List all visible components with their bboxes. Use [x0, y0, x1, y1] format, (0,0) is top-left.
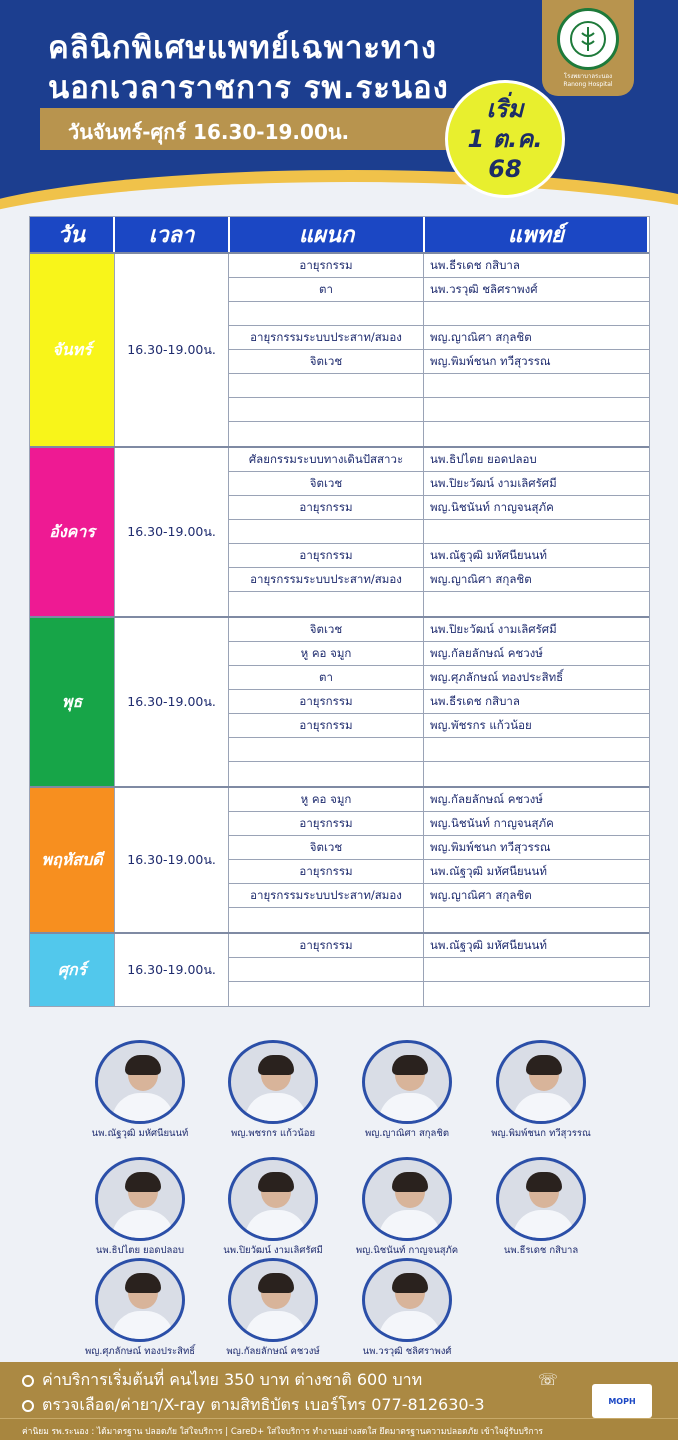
day-label: อังคาร	[30, 448, 114, 616]
start-date: 1 ต.ค.	[467, 125, 543, 153]
logo-name: โรงพยาบาลระนอง Ranong Hospital	[563, 73, 613, 88]
table-row	[229, 884, 649, 908]
table-row	[229, 520, 649, 544]
title-line-2: นอกเวลาราชการ รพ.ระนอง	[48, 70, 449, 106]
department-cell	[229, 908, 424, 932]
footer	[0, 1362, 678, 1440]
day-group	[30, 446, 649, 616]
doctor-photo-card	[203, 1040, 343, 1141]
doctor-portrait	[95, 1040, 185, 1124]
table-row	[229, 448, 649, 472]
table-row	[229, 666, 649, 690]
department-cell: อายุรกรรมระบบประสาท/สมอง	[229, 326, 424, 349]
department-cell	[229, 982, 424, 1006]
department-cell	[229, 374, 424, 397]
doctor-cell: พญ.พัชรกร แก้วน้อย	[430, 717, 532, 732]
doctor-caption: พญ.พิมพ์ชนก ทวีสุวรรณ	[491, 1128, 591, 1139]
doctor-cell	[424, 302, 649, 325]
table-row	[229, 714, 649, 738]
table-row	[229, 958, 649, 982]
doctor-cell	[424, 374, 649, 397]
doctor-cell: พญ.ญาณิศา สกุลชิต	[430, 887, 532, 902]
day-group	[30, 786, 649, 932]
table-row	[229, 618, 649, 642]
doctor-cell	[424, 520, 649, 543]
doctor-caption: นพ.วรวุฒิ ชลิศราพงศ์	[362, 1346, 452, 1357]
department-cell: จิตเวช	[229, 472, 424, 495]
department-cell: อายุรกรรม	[229, 714, 424, 737]
day-group	[30, 616, 649, 786]
day-group	[30, 932, 649, 1006]
table-row	[229, 254, 649, 278]
time-cell: 16.30-19.00น.	[114, 788, 229, 932]
doctor-portrait	[228, 1040, 318, 1124]
table-row	[229, 302, 649, 326]
department-cell	[229, 738, 424, 761]
department-cell: ตา	[229, 278, 424, 301]
doctor-photos	[0, 1040, 678, 1360]
phone-icon: ☏	[538, 1370, 559, 1389]
day-label: ศุกร์	[30, 934, 114, 1006]
doctor-cell	[424, 908, 649, 932]
doctor-photo-card	[203, 1258, 343, 1359]
header-department: แผนก	[230, 217, 424, 252]
department-cell	[229, 422, 424, 446]
doctor-photo-card	[70, 1157, 210, 1258]
doctor-photo-card	[70, 1040, 210, 1141]
department-cell: อายุรกรรมระบบประสาท/สมอง	[229, 568, 424, 591]
services-line: ตรวจเลือด/ค่ายา/X-ray ตามสิทธิบัตร เบอร์โทร 077-812630-3	[22, 1393, 485, 1418]
doctor-photo-card	[471, 1040, 611, 1141]
table-row	[229, 592, 649, 616]
table-row	[229, 326, 649, 350]
department-cell: อายุรกรรม	[229, 544, 424, 567]
doctor-cell	[424, 762, 649, 786]
table-row	[229, 934, 649, 958]
bullet-icon	[22, 1375, 34, 1387]
doctor-cell: นพ.ณัฐวุฒิ มหัศนียนนท์	[430, 547, 547, 562]
department-cell: ศัลยกรรมระบบทางเดินปัสสาวะ	[229, 448, 424, 471]
department-cell: หู คอ จมูก	[229, 788, 424, 811]
table-row	[229, 350, 649, 374]
department-cell	[229, 398, 424, 421]
doctor-cell: นพ.ณัฐวุฒิ มหัศนียนนท์	[430, 863, 547, 878]
start-date-badge	[445, 80, 565, 198]
header	[0, 0, 678, 215]
department-cell: อายุรกรรมระบบประสาท/สมอง	[229, 884, 424, 907]
fee-line: ค่าบริการเริ่มต้นที่ คนไทย 350 บาท ต่างชาติ 600 บาท	[22, 1368, 422, 1393]
title-line-1: คลินิกพิเศษแพทย์เฉพาะทาง	[48, 30, 438, 66]
department-cell: อายุรกรรม	[229, 690, 424, 713]
doctor-caption: นพ.ณัฐวุฒิ มหัศนียนนท์	[91, 1128, 189, 1139]
table-header	[30, 217, 649, 252]
day-label: พฤหัสบดี	[30, 788, 114, 932]
moph-logo: MOPH	[592, 1384, 652, 1418]
table-row	[229, 422, 649, 446]
doctor-caption: นพ.ธิปไตย ยอดปลอบ	[95, 1245, 185, 1256]
table-row	[229, 472, 649, 496]
doctor-cell	[424, 958, 649, 981]
doctor-photo-card	[337, 1157, 477, 1258]
doctor-cell: พญ.พิมพ์ชนก ทวีสุวรรณ	[430, 353, 551, 368]
header-doctor: แพทย์	[425, 217, 649, 252]
schedule-table	[29, 216, 650, 1007]
time-cell: 16.30-19.00น.	[114, 934, 229, 1006]
department-cell: อายุรกรรม	[229, 812, 424, 835]
doctor-photo-card	[70, 1258, 210, 1359]
values-strip: ค่านิยม รพ.ระนอง : ได้มาตรฐาน ปลอดภัย ใส่ใจบริการ | CareD+ ใส่ใจบริการ ทำงานอย่างสดใส ยึดมาตรฐานความปลอดภัย เข้าใจผู้รับบริการ	[0, 1418, 678, 1440]
table-row	[229, 398, 649, 422]
doctor-portrait	[95, 1258, 185, 1342]
table-row	[229, 738, 649, 762]
doctor-portrait	[496, 1157, 586, 1241]
doctor-cell	[424, 592, 649, 616]
day-label: พุธ	[30, 618, 114, 786]
doctor-cell: นพ.ธิปไตย ยอดปลอบ	[430, 451, 537, 466]
doctor-cell	[424, 422, 649, 446]
doctor-cell: พญ.พิมพ์ชนก ทวีสุวรรณ	[430, 839, 551, 854]
department-cell: อายุรกรรม	[229, 860, 424, 883]
ministry-seal-icon	[557, 8, 619, 70]
doctor-cell: พญ.นิชนันท์ กาญจนสุภัค	[430, 815, 554, 830]
table-row	[229, 908, 649, 932]
department-cell: จิตเวช	[229, 618, 424, 641]
table-row	[229, 982, 649, 1006]
header-day: วัน	[30, 217, 115, 252]
doctor-portrait	[496, 1040, 586, 1124]
time-cell: 16.30-19.00น.	[114, 254, 229, 446]
table-row	[229, 568, 649, 592]
table-row	[229, 690, 649, 714]
doctor-caption: พญ.นิชนันท์ กาญจนสุภัค	[355, 1245, 459, 1256]
doctor-cell: นพ.ปิยะวัฒน์ งามเลิศรัศมี	[430, 475, 557, 490]
table-row	[229, 860, 649, 884]
department-cell: หู คอ จมูก	[229, 642, 424, 665]
start-label: เริ่ม	[486, 95, 524, 123]
department-cell	[229, 592, 424, 616]
doctor-portrait	[228, 1157, 318, 1241]
department-cell: จิตเวช	[229, 350, 424, 373]
department-cell	[229, 520, 424, 543]
doctor-portrait	[362, 1040, 452, 1124]
department-cell: อายุรกรรม	[229, 934, 424, 957]
table-row	[229, 788, 649, 812]
table-row	[229, 762, 649, 786]
time-cell: 16.30-19.00น.	[114, 448, 229, 616]
table-row	[229, 544, 649, 568]
doctor-cell: พญ.นิชนันท์ กาญจนสุภัค	[430, 499, 554, 514]
doctor-photo-card	[203, 1157, 343, 1258]
days-hours-bar	[40, 108, 500, 150]
doctor-cell	[424, 738, 649, 761]
table-row	[229, 278, 649, 302]
table-row	[229, 374, 649, 398]
department-cell: อายุรกรรม	[229, 254, 424, 277]
doctor-portrait	[95, 1157, 185, 1241]
table-row	[229, 812, 649, 836]
header-time: เวลา	[115, 217, 231, 252]
table-row	[229, 836, 649, 860]
doctor-caption: พญ.ศุภลักษณ์ ทองประสิทธิ์	[84, 1346, 196, 1357]
start-year: 68	[488, 155, 522, 183]
doctor-photo-card	[471, 1157, 611, 1258]
doctor-cell: นพ.ณัฐวุฒิ มหัศนียนนท์	[430, 937, 547, 952]
doctor-photo-card	[337, 1258, 477, 1359]
doctor-cell: นพ.ธีรเดช กสิบาล	[430, 257, 520, 272]
department-cell: ตา	[229, 666, 424, 689]
doctor-cell: นพ.ปิยะวัฒน์ งามเลิศรัศมี	[430, 621, 557, 636]
day-group	[30, 252, 649, 446]
doctor-cell: พญ.กัลยลักษณ์ คชวงษ์	[430, 645, 543, 660]
table-row	[229, 642, 649, 666]
doctor-cell: พญ.ศุภลักษณ์ ทองประสิทธิ์	[430, 669, 564, 684]
time-cell: 16.30-19.00น.	[114, 618, 229, 786]
doctor-cell: นพ.วรวุฒิ ชลิศราพงศ์	[430, 281, 538, 296]
department-cell: จิตเวช	[229, 836, 424, 859]
doctor-caption: นพ.ปิยวัฒน์ งามเลิศรัศมี	[223, 1245, 323, 1256]
doctor-caption: พญ.พชรกร แก้วน้อย	[230, 1128, 316, 1139]
doctor-caption: นพ.ธีรเดช กสิบาล	[503, 1245, 579, 1256]
hospital-logo	[542, 0, 634, 96]
bullet-icon	[22, 1400, 34, 1412]
doctor-caption: พญ.กัลยลักษณ์ คชวงษ์	[226, 1346, 320, 1357]
day-label: จันทร์	[30, 254, 114, 446]
doctor-cell: นพ.ธีรเดช กสิบาล	[430, 693, 520, 708]
department-cell	[229, 302, 424, 325]
table-row	[229, 496, 649, 520]
department-cell	[229, 958, 424, 981]
doctor-portrait	[228, 1258, 318, 1342]
doctor-cell: พญ.ญาณิศา สกุลชิต	[430, 329, 532, 344]
doctor-caption: พญ.ญาณิศา สกุลชิต	[365, 1128, 449, 1139]
doctor-cell	[424, 982, 649, 1006]
doctor-cell: พญ.กัลยลักษณ์ คชวงษ์	[430, 791, 543, 806]
doctor-cell: พญ.ญาณิศา สกุลชิต	[430, 571, 532, 586]
doctor-photo-card	[337, 1040, 477, 1141]
doctor-portrait	[362, 1157, 452, 1241]
days-hours-text: วันจันทร์-ศุกร์ 16.30-19.00น.	[68, 120, 350, 144]
doctor-cell	[424, 398, 649, 421]
department-cell	[229, 762, 424, 786]
doctor-portrait	[362, 1258, 452, 1342]
department-cell: อายุรกรรม	[229, 496, 424, 519]
